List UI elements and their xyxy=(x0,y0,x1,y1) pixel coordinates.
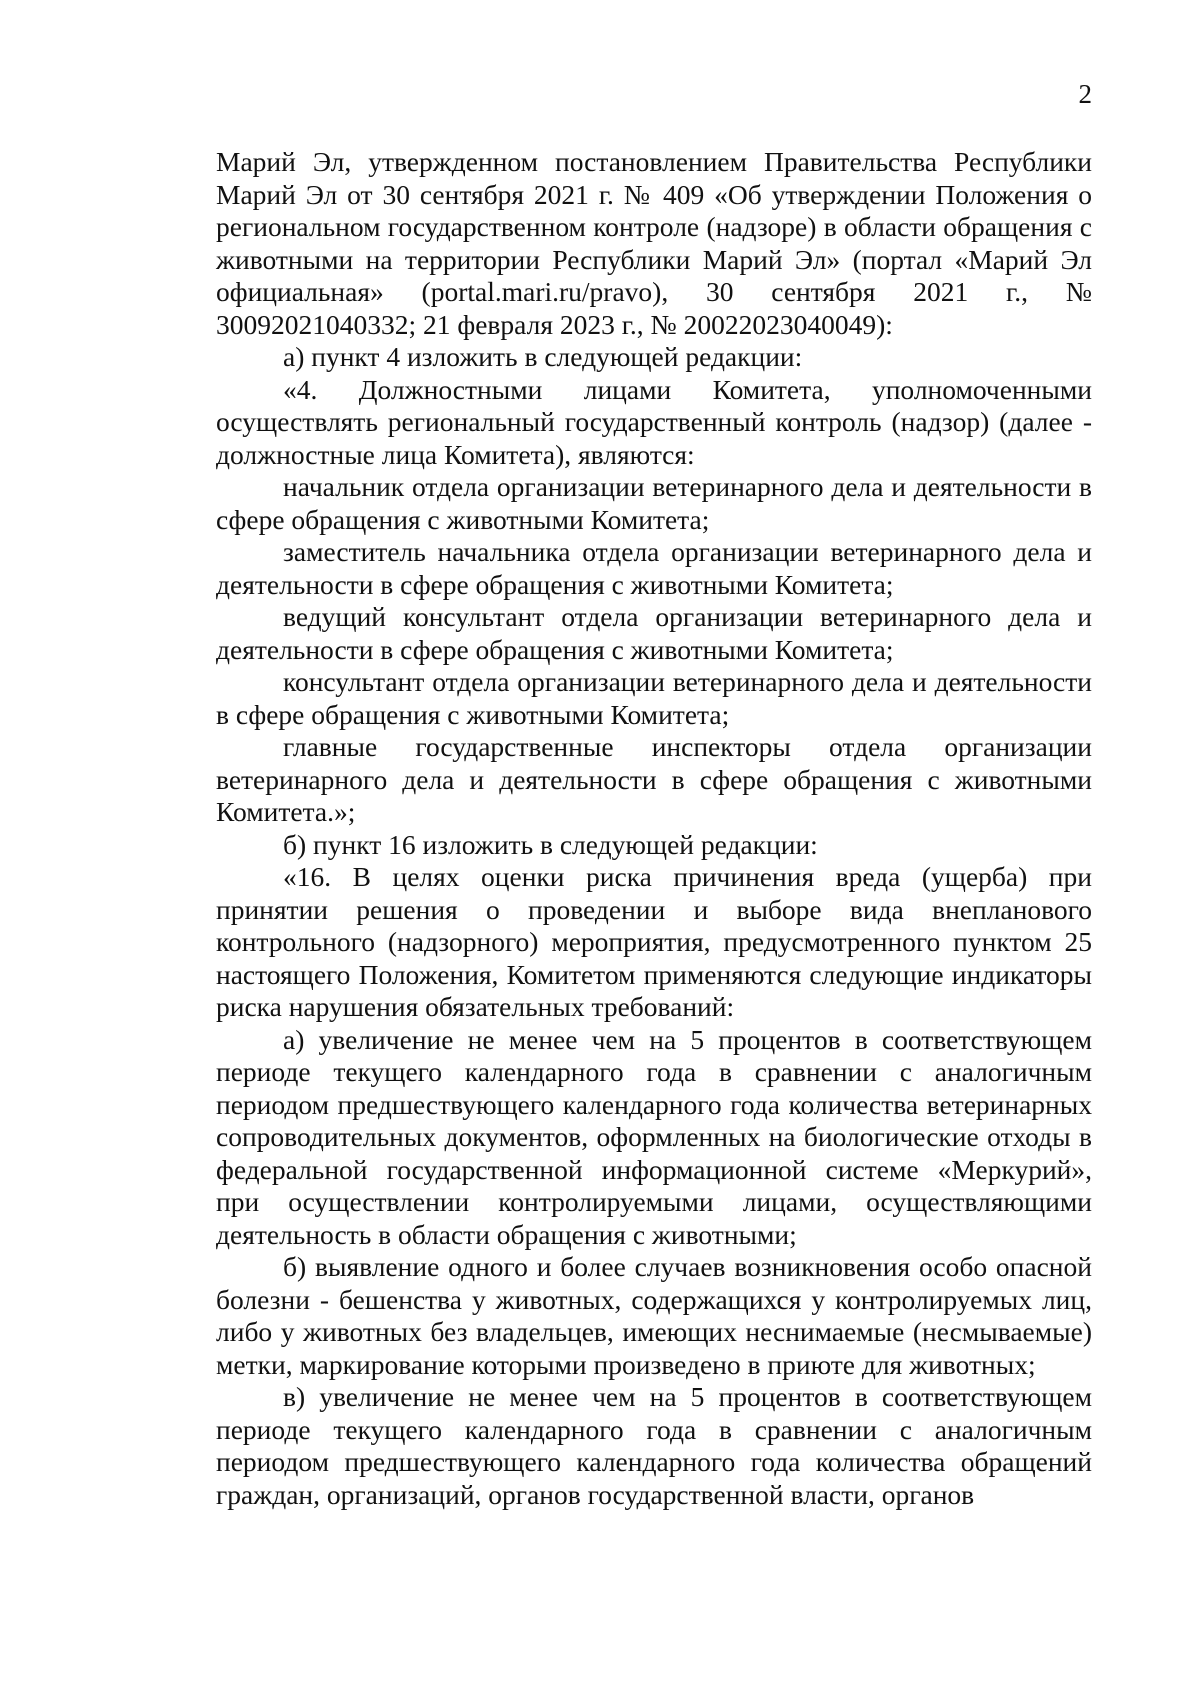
paragraph: в) увеличение не менее чем на 5 процентов в соответствующем периоде текущего календарного года в сравнении с аналогичным периодом предшествующего календарного года количества обращений граждан, организаций, органов государственной власти, органов xyxy=(216,1381,1092,1510)
page-number: 2 xyxy=(1078,79,1092,109)
paragraph: консультант отдела организации ветеринарного дела и деятельности в сфере обращения с животными Комитета; xyxy=(216,666,1092,730)
paragraph: «4. Должностными лицами Комитета, уполномоченными осуществлять региональный государственный контроль (надзор) (далее - должностные лица Комитета), являются: xyxy=(216,373,1092,470)
paragraph: ведущий консультант отдела организации ветеринарного дела и деятельности в сфере обращения с животными Комитета; xyxy=(216,601,1092,665)
paragraph: Марий Эл, утвержденном постановлением Правительства Республики Марий Эл от 30 сентября 2021 г. № 409 «Об утверждении Положения о региональном государственном контроле (надзоре) в области обращения с животными на территории Республики Марий Эл» (портал «Марий Эл официальная» (portal.mari.ru/pravo), 30 сентября 2021 г., № 30092021040332; 21 февраля 2023 г., № 20022023040049): xyxy=(216,146,1092,340)
paragraph: б) выявление одного и более случаев возникновения особо опасной болезни - бешенства у животных, содержащихся у контролируемых лиц, либо у животных без владельцев, имеющих неснимаемые (несмываемые) метки, маркирование которыми произведено в приюте для животных; xyxy=(216,1251,1092,1380)
paragraph: главные государственные инспекторы отдела организации ветеринарного дела и деятельности в сфере обращения с животными Комитета.»; xyxy=(216,731,1092,827)
paragraph: б) пункт 16 изложить в следующей редакции: xyxy=(283,828,818,860)
paragraph: а) увеличение не менее чем на 5 процентов в соответствующем периоде текущего календарного года в сравнении с аналогичным периодом предшествующего календарного года количества ветеринарных сопроводительных документов, оформленных на биологические отходы в федеральной государственной информационной системе «Меркурий», при осуществлении контролируемыми лицами, осуществляющими деятельность в области обращения с животными; xyxy=(216,1023,1092,1250)
paragraph: «16. В целях оценки риска причинения вреда (ущерба) при принятии решения о проведении и выборе вида внепланового контрольного (надзорного) мероприятия, предусмотренного пунктом 25 настоящего Положения, Комитетом применяются следующие индикаторы риска нарушения обязательных требований: xyxy=(216,861,1092,1022)
paragraph: начальник отдела организации ветеринарного дела и деятельности в сфере обращения с животными Комитета; xyxy=(216,471,1092,535)
paragraph: а) пункт 4 изложить в следующей редакции: xyxy=(283,341,803,372)
paragraph: заместитель начальника отдела организации ветеринарного дела и деятельности в сфере обращения с животными Комитета; xyxy=(216,536,1092,600)
document-body xyxy=(216,146,1092,1511)
